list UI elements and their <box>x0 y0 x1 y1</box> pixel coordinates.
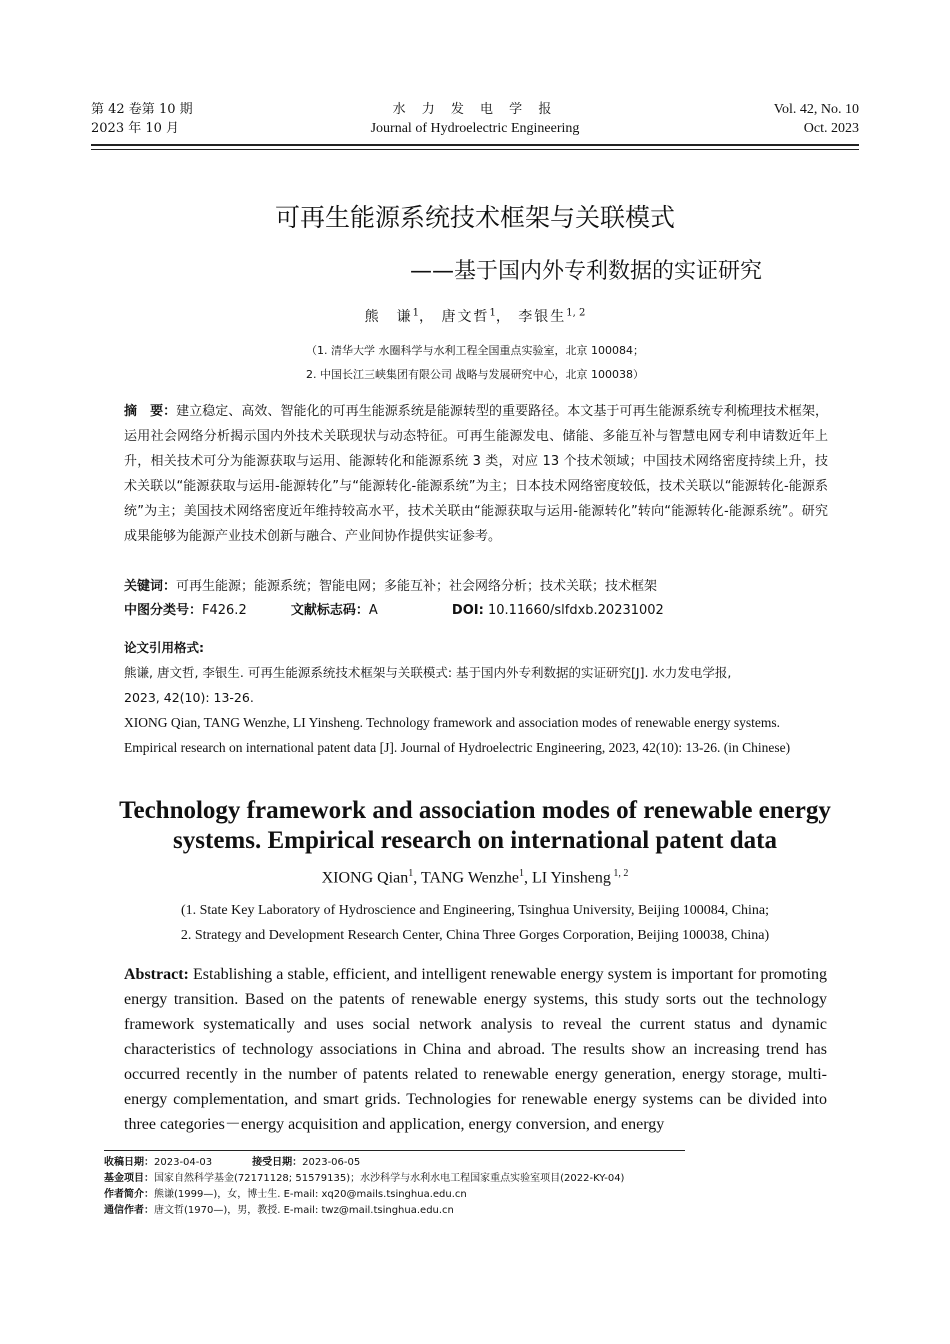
author-sep: ， <box>495 309 512 325</box>
clc-label: 中图分类号： <box>124 603 203 618</box>
author-sep: , <box>523 869 532 887</box>
authors-cn <box>0 306 950 326</box>
author-name: LI Yinsheng <box>531 869 611 887</box>
author-sup: 1 <box>489 307 496 319</box>
received-label: 收稿日期： <box>104 1157 154 1168</box>
author-name: 唐文哲 <box>441 309 490 325</box>
funding-label: 基金项目： <box>104 1173 154 1184</box>
header-rule-thick <box>91 144 859 146</box>
citation-line: Empirical research on international patent data [J]. Journal of Hydroelectric Engineering, 2023, 42(10): 13-26. (in Chinese) <box>124 740 791 755</box>
author-name: XIONG Qian <box>321 869 409 887</box>
corresponding-label: 通信作者： <box>104 1205 154 1216</box>
accepted-date: 2023-06-05 <box>302 1157 361 1168</box>
doc-code-label: 文献标志码： <box>290 603 369 618</box>
journal-name-cn: 水 力 发 电 学 报 <box>392 102 558 117</box>
footnote-corresponding <box>104 1203 804 1219</box>
doi-label: DOI: <box>451 603 484 618</box>
date-cn: 2023 年 10 月 <box>91 121 180 136</box>
author-name: TANG Wenzhe <box>420 869 519 887</box>
author-bio-value: 熊谦(1999—)，女，博士生. E-mail: xq20@mails.tsinghua.edu.cn <box>154 1189 467 1200</box>
abstract-en <box>124 962 827 1137</box>
citation-line: 2023, 42(10): 13-26. <box>124 690 254 705</box>
corresponding-value: 唐文哲(1970—)，男，教授. E-mail: twz@mail.tsinghua.edu.cn <box>154 1205 454 1216</box>
paper-title-en <box>91 796 859 856</box>
abstract-en-label: Abstract: <box>124 966 189 983</box>
doc-code-value: A <box>368 603 378 618</box>
affiliation-cn-1: （1. 清华大学 水圈科学与水利工程全国重点实验室，北京 100084； <box>306 344 644 357</box>
funding-value: 国家自然科学基金(72171128; 51579135)；水沙科学与水利水电工程国家重点实验室项目(2022-KY-04) <box>154 1173 625 1184</box>
author-sep: , <box>413 869 421 887</box>
date-en: Oct. 2023 <box>803 121 859 136</box>
keywords-cn <box>124 574 828 599</box>
journal-name-en: Journal of Hydroelectric Engineering <box>370 121 580 136</box>
author-sup: 1, 2 <box>566 307 586 319</box>
volume-issue-cn: 第 42 卷第 10 期 <box>91 102 193 117</box>
received-date: 2023-04-03 <box>154 1157 213 1168</box>
doi-value: 10.11660/slfdxb.20231002 <box>487 603 664 618</box>
abstract-cn-label: 摘 要： <box>124 404 177 419</box>
footnote-funding <box>104 1171 804 1187</box>
abstract-cn-text: 建立稳定、高效、智能化的可再生能源系统是能源转型的重要路径。本文基于可再生能源系统专利梳理技术框架，运用社会网络分析揭示国内外技术关联现状与动态特征。可再生能源发电、储能、多能互补与智慧电网专利申请数近年上升，相关技术可分为能源获取与运用、能源转化和能源系统 3 类，对应 13 个技术领域；中国技术网络密度持续上升，技术关联以“能源获取与运用-能源转化”与“能源转化-能源系统”为主；日本技术网络密度较低，技术关联以“能源转化-能源系统”为主；美国技术网络密度近年维持较高水平，技术关联由“能源获取与运用-能源转化”转向“能源转化-能源系统”。研究成果能够为能源产业技术创新与融合、产业间协作提供实证参考。 <box>124 404 828 544</box>
citation-block <box>124 635 828 760</box>
clc-value: F426.2 <box>202 603 247 618</box>
keywords-cn-text: 可再生能源；能源系统；智能电网；多能互补；社会网络分析；技术关联；技术框架 <box>176 579 658 594</box>
citation-line: XIONG Qian, TANG Wenzhe, LI Yinsheng. Technology framework and association modes of renewable energy systems. <box>124 715 780 730</box>
footnote-dates <box>104 1155 804 1171</box>
journal-header <box>91 100 859 140</box>
classification-line <box>124 598 828 623</box>
paper-title-cn: 可再生能源系统技术框架与关联模式 <box>274 203 675 232</box>
author-sup: 1, 2 <box>610 868 629 879</box>
keywords-cn-label: 关键词： <box>124 579 177 594</box>
author-name: 李银生 <box>518 309 567 325</box>
citation-label: 论文引用格式: <box>124 640 204 655</box>
issue-info-en <box>774 100 859 138</box>
paper-subtitle-cn: ——基于国内外专利数据的实证研究 <box>410 259 763 284</box>
journal-name <box>91 100 859 138</box>
affiliation-en-2: 2. Strategy and Development Research Center, China Three Gorges Corporation, Beijing 100038, China) <box>180 928 770 943</box>
citation-line: 熊谦, 唐文哲, 李银生. 可再生能源系统技术框架与关联模式: 基于国内外专利数据的实证研究[J]. 水力发电学报, <box>124 665 732 680</box>
author-sup: 1 <box>408 868 414 879</box>
abstract-cn <box>124 399 828 549</box>
author-sep: ， <box>419 309 435 325</box>
authors-en <box>0 868 950 887</box>
abstract-en-text: Establishing a stable, efficient, and intelligent renewable energy system is important for promoting energy transition. Based on the patents of renewable energy systems, this study sorts out the technology framework systematically and uses social network analysis to reveal the current status and dynamic characteristics of technology associations in China and abroad. The results show an increasing trend has occurred recently in the number of patents related to renewable energy generation, energy storage, multi-energy complementation, and smart grids. Technologies for renewable energy systems can be divided into three categories－energy acquisition and application, energy conversion, and energy <box>124 966 828 1133</box>
paper-title-en-line1: Technology framework and association modes of renewable energy <box>119 797 831 824</box>
header-rule-thin <box>91 149 859 150</box>
author-bio-label: 作者简介： <box>104 1189 154 1200</box>
affiliation-en-1: (1. State Key Laboratory of Hydroscience and Engineering, Tsinghua University, Beijing 100084, China; <box>180 903 770 918</box>
footnotes <box>104 1155 804 1219</box>
volume-issue-en: Vol. 42, No. 10 <box>773 102 859 117</box>
author-name: 熊 谦 <box>364 309 413 325</box>
footnote-rule <box>104 1150 685 1151</box>
author-sup: 1 <box>412 307 419 319</box>
accepted-label: 接受日期： <box>252 1157 303 1168</box>
footnote-author-bio <box>104 1187 804 1203</box>
paper-title-en-line2: systems. Empirical research on international patent data <box>173 827 777 854</box>
author-sup: 1 <box>518 868 524 879</box>
affiliation-cn-2: 2. 中国长江三峡集团有限公司 战略与发展研究中心，北京 100038） <box>306 368 644 381</box>
